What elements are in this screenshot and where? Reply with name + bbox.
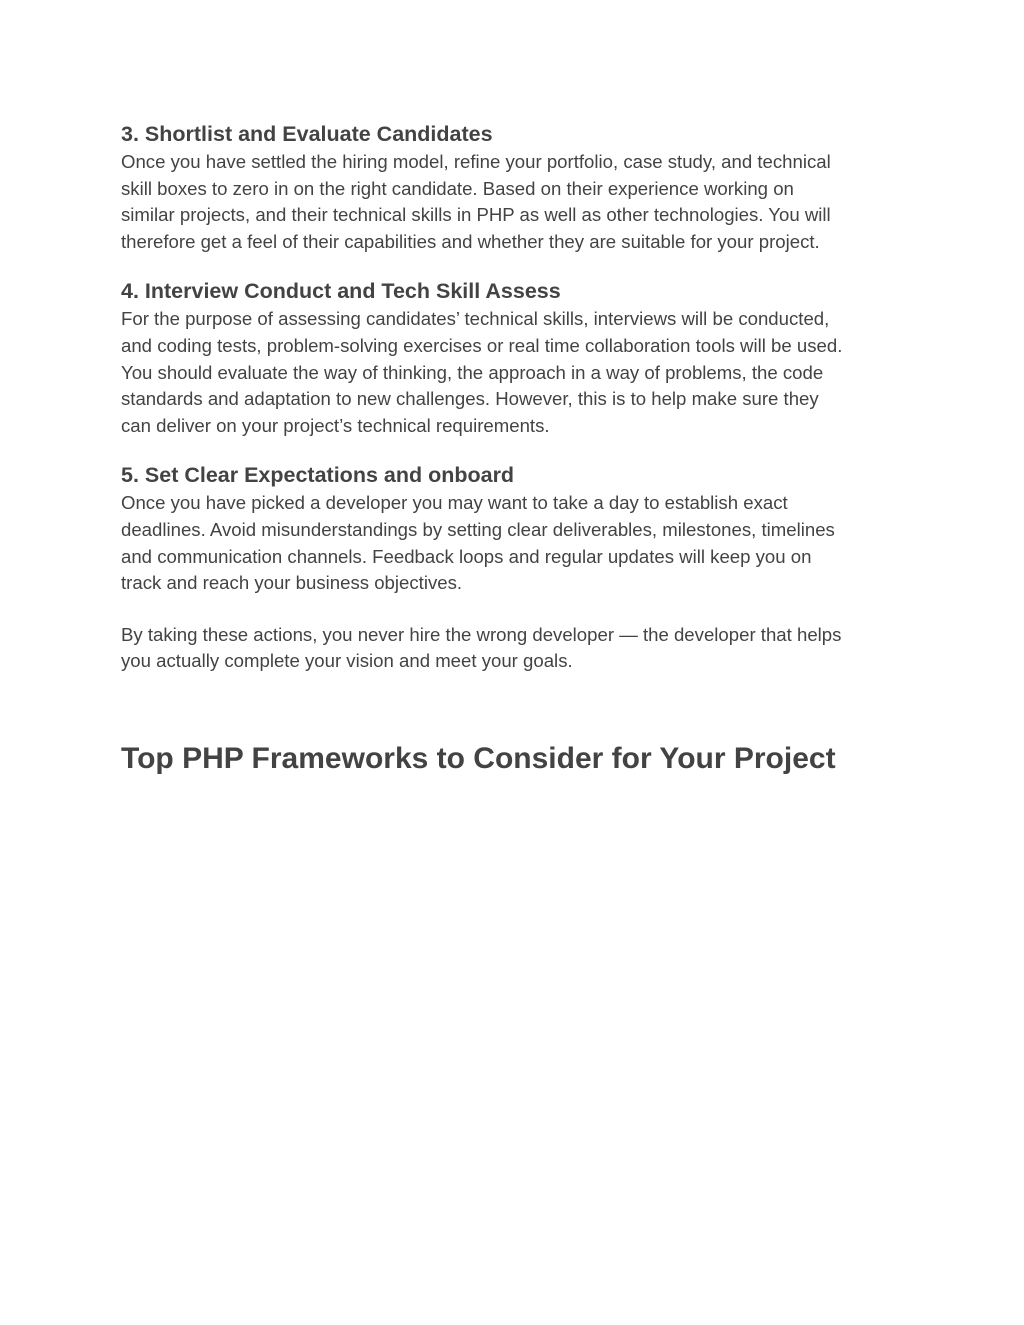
section-heading: 3. Shortlist and Evaluate Candidates	[121, 122, 493, 146]
paragraph-line: standards and adaptation to new challenges. However, this is to help make sure they	[121, 388, 819, 410]
paragraph-line: therefore get a feel of their capabilities and whether they are suitable for your project.	[121, 230, 820, 252]
section-interview	[121, 277, 911, 439]
section-heading: 4. Interview Conduct and Tech Skill Assess	[121, 279, 561, 304]
paragraph-line: can deliver on your project’s technical requirements.	[121, 414, 550, 436]
paragraph-line: skill boxes to zero in on the right candidate. Based on their experience working on	[121, 177, 794, 199]
paragraph-line: similar projects, and their technical skills in PHP as well as other technologies. You will	[121, 204, 831, 226]
section-heading: 5. Set Clear Expectations and onboard	[121, 463, 515, 488]
document-body	[121, 120, 911, 675]
closing-paragraph	[121, 622, 911, 675]
paragraph-line: deadlines. Avoid misunderstandings by setting clear deliverables, milestones, timelines	[121, 518, 835, 540]
section-paragraph	[121, 490, 911, 596]
paragraph-line: Once you have settled the hiring model, refine your portfolio, case study, and technical	[121, 151, 831, 172]
paragraph-line: and communication channels. Feedback loops and regular updates will keep you on	[121, 545, 812, 567]
paragraph-line: track and reach your business objectives.	[121, 572, 463, 594]
section-shortlist	[121, 120, 911, 255]
paragraph-line: you actually complete your vision and meet your goals.	[121, 650, 573, 672]
section-expectations	[121, 461, 911, 596]
paragraph-line: For the purpose of assessing candidates’ technical skills, interviews will be conducted,	[121, 308, 830, 330]
section-paragraph	[121, 149, 911, 255]
paragraph-line: By taking these actions, you never hire the wrong developer — the developer that helps	[121, 623, 842, 645]
section-paragraph	[121, 306, 911, 439]
paragraph-line: and coding tests, problem-solving exercises or real time collaboration tools will be used.	[121, 334, 843, 356]
paragraph-line: Once you have picked a developer you may want to take a day to establish exact	[121, 492, 788, 514]
main-heading: Top PHP Frameworks to Consider for Your Project	[121, 742, 836, 775]
paragraph-line: You should evaluate the way of thinking, the approach in a way of problems, the code	[121, 361, 824, 383]
